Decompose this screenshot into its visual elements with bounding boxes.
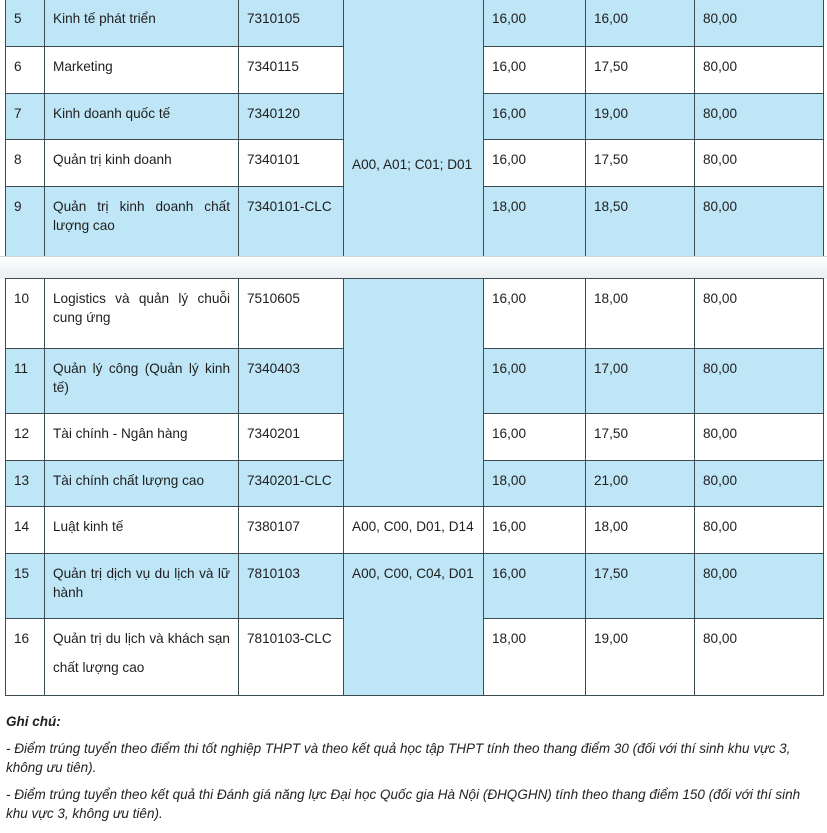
subject-combination [344,279,484,507]
row-number: 13 [6,461,45,507]
score-hsa: 80,00 [695,507,824,554]
major-code: 7340115 [239,47,344,94]
table-row [6,0,824,47]
major-code: 7340403 [239,349,344,414]
score-transcript: 17,50 [586,414,695,461]
major-name: Quản trị kinh doanh [45,140,239,187]
row-number: 14 [6,507,45,554]
row-number: 16 [6,619,45,696]
major-name: Quản trị dịch vụ du lịch và lữ hành [45,554,239,619]
score-thpt: 16,00 [484,94,586,140]
notes-section [6,712,824,831]
score-transcript: 16,00 [586,0,695,47]
row-number: 10 [6,279,45,349]
score-transcript: 19,00 [586,619,695,696]
row-number: 5 [6,0,45,47]
row-number: 7 [6,94,45,140]
score-transcript: 21,00 [586,461,695,507]
score-hsa: 80,00 [695,461,824,507]
subject-combination: A00, C00, D01, D14 [344,507,484,554]
major-code: 7340101-CLC [239,187,344,262]
score-hsa: 80,00 [695,279,824,349]
score-hsa: 80,00 [695,619,824,696]
score-hsa: 80,00 [695,414,824,461]
score-thpt: 16,00 [484,47,586,94]
major-name: Tài chính chất lượng cao [45,461,239,507]
score-thpt: 16,00 [484,0,586,47]
score-thpt: 16,00 [484,279,586,349]
major-code: 7380107 [239,507,344,554]
major-name: Logistics và quản lý chuỗi cung ứng [45,279,239,349]
note-item: - Điểm trúng tuyển theo kết quả thi Đánh giá năng lực Đại học Quốc gia Hà Nội (ĐHQGHN) tính theo thang điểm 150 (đối với thí sinh khu vực 3, không ưu tiên). [6,787,801,821]
score-hsa: 80,00 [695,47,824,94]
score-thpt: 16,00 [484,414,586,461]
score-thpt: 18,00 [484,461,586,507]
major-name: Quản trị du lịch và khách sạn chất lượng cao [45,619,239,696]
table-row [6,507,824,554]
score-transcript: 18,00 [586,279,695,349]
score-transcript: 17,50 [586,140,695,187]
score-hsa: 80,00 [695,187,824,262]
score-transcript: 19,00 [586,94,695,140]
subject-combination [344,0,484,262]
score-thpt: 18,00 [484,187,586,262]
page-break-divider [0,256,827,279]
table-row [6,554,824,619]
major-code: 7340101 [239,140,344,187]
major-name: Kinh doanh quốc tế [45,94,239,140]
score-hsa: 80,00 [695,140,824,187]
row-number: 9 [6,187,45,262]
score-hsa: 80,00 [695,94,824,140]
score-transcript: 17,50 [586,47,695,94]
major-name: Quản trị kinh doanh chất lượng cao [45,187,239,262]
major-code: 7310105 [239,0,344,47]
admission-table-top [5,0,824,262]
score-hsa: 80,00 [695,554,824,619]
major-name: Marketing [45,47,239,94]
major-name: Quản lý công (Quản lý kinh tế) [45,349,239,414]
score-transcript: 17,00 [586,349,695,414]
major-name: Luật kinh tế [45,507,239,554]
subject-combination: A00, C00, C04, D01 [344,554,484,696]
score-thpt: 16,00 [484,140,586,187]
combo-text: A00, A01; C01; D01 [352,157,473,172]
score-thpt: 16,00 [484,349,586,414]
row-number: 12 [6,414,45,461]
major-code: 7340120 [239,94,344,140]
notes-heading: Ghi chú: [6,714,61,729]
note-item: - Điểm trúng tuyển theo điểm thi tốt nghiệp THPT và theo kết quả học tập THPT tính theo thang điểm 30 (đối với thí sinh khu vực 3, không ưu tiên). [6,741,791,775]
admission-table-bottom [5,278,824,696]
score-transcript: 17,50 [586,554,695,619]
major-name: Tài chính - Ngân hàng [45,414,239,461]
major-code: 7510605 [239,279,344,349]
major-code: 7810103-CLC [239,619,344,696]
score-transcript: 18,50 [586,187,695,262]
score-thpt: 16,00 [484,507,586,554]
major-code: 7340201 [239,414,344,461]
row-number: 8 [6,140,45,187]
table-row [6,279,824,349]
score-thpt: 18,00 [484,619,586,696]
score-hsa: 80,00 [695,0,824,47]
row-number: 15 [6,554,45,619]
score-transcript: 18,00 [586,507,695,554]
row-number: 11 [6,349,45,414]
score-thpt: 16,00 [484,554,586,619]
row-number: 6 [6,47,45,94]
major-code: 7810103 [239,554,344,619]
score-hsa: 80,00 [695,349,824,414]
major-name: Kinh tế phát triển [45,0,239,47]
major-code: 7340201-CLC [239,461,344,507]
